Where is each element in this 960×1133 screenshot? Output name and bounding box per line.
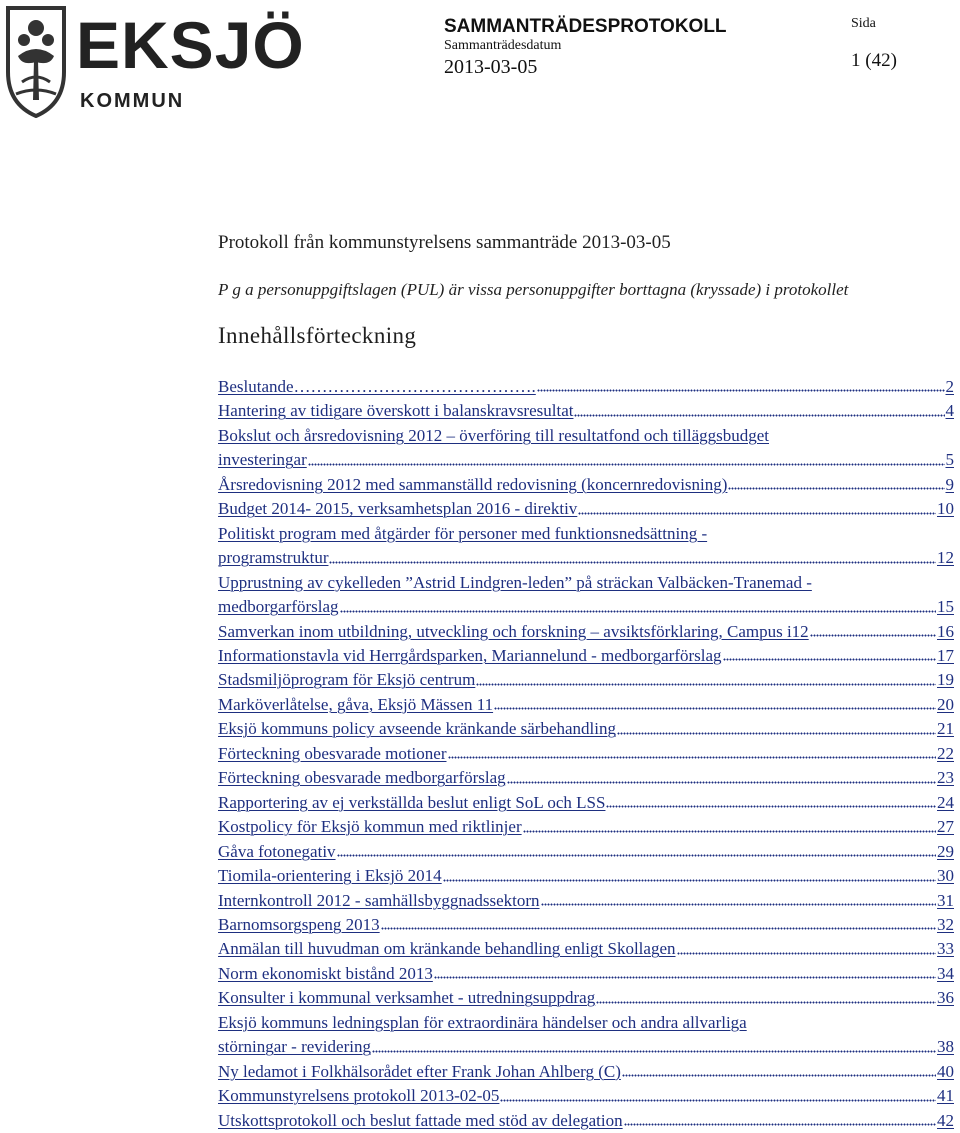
toc-dot-leader: [500, 1099, 936, 1103]
toc-dot-leader: [337, 854, 936, 858]
toc-entry-page[interactable]: 4: [945, 401, 954, 421]
toc-entry[interactable]: [218, 1109, 954, 1133]
toc-dot-leader: [723, 658, 936, 662]
toc-entry[interactable]: [218, 399, 954, 423]
toc-entry-title[interactable]: Marköverlåtelse, gåva, Eksjö Mässen 11: [218, 694, 494, 714]
toc-entry-line: [218, 522, 954, 546]
toc-entry-page[interactable]: 15: [937, 597, 954, 617]
toc-entry-title[interactable]: Upprustning av cykelleden ”Astrid Lindgren-leden” på sträckan Valbäcken-Tranemad -: [218, 572, 812, 592]
eksjo-kommun-logo: [0, 2, 305, 120]
toc-dot-leader: [617, 732, 936, 736]
toc-entry-page[interactable]: 10: [937, 499, 954, 519]
toc-entry-page[interactable]: 38: [937, 1037, 954, 1057]
toc-entry-title[interactable]: Tiomila-orientering i Eksjö 2014: [218, 866, 442, 886]
toc-dot-leader: [624, 1123, 936, 1127]
toc-entry-page[interactable]: 24: [937, 792, 954, 812]
meeting-date-label: Sammanträdesdatum: [444, 38, 562, 53]
toc-dot-leader: [606, 805, 936, 809]
toc-entry[interactable]: [218, 522, 954, 571]
toc-entry[interactable]: [218, 473, 954, 497]
toc-entry-line: [218, 1084, 954, 1108]
toc-dot-leader: [381, 927, 936, 931]
toc-entry-line: [218, 717, 954, 741]
page-label: Sida: [851, 16, 876, 31]
toc-entry-page[interactable]: 27: [937, 817, 954, 837]
toc-entry-line: [218, 864, 954, 888]
toc-entry-page[interactable]: 40: [937, 1061, 954, 1081]
toc-dot-leader: [308, 463, 945, 467]
toc-entry[interactable]: [218, 644, 954, 668]
toc-dot-leader: [810, 634, 936, 638]
toc-entry-title[interactable]: Kostpolicy för Eksjö kommun med riktlinjer: [218, 817, 522, 837]
toc-entry[interactable]: [218, 840, 954, 864]
toc-entry-page[interactable]: 12: [937, 548, 954, 568]
toc-entry-line: [218, 962, 954, 986]
page-number: 1 (42): [851, 50, 897, 71]
toc-entry-title[interactable]: Eksjö kommuns policy avseende kränkande särbehandling: [218, 719, 616, 739]
toc-dot-leader: [507, 781, 936, 785]
toc-dot-leader: [494, 707, 936, 711]
privacy-note: P g a personuppgiftslagen (PUL) är vissa personuppgifter borttagna (kryssade) i protokollet: [218, 280, 849, 299]
toc-entry-title[interactable]: Årsredovisning 2012 med sammanställd redovisning (koncernredovisning): [218, 474, 728, 494]
toc-entry-title[interactable]: Samverkan inom utbildning, utveckling och forskning – avsiktsförklaring, Campus i12: [218, 621, 809, 641]
toc-entry[interactable]: [218, 937, 954, 961]
toc-entry-page[interactable]: 34: [937, 963, 954, 983]
toc-entry-line: [218, 375, 954, 399]
toc-entry[interactable]: [218, 1011, 954, 1060]
toc-dot-leader: [537, 389, 945, 393]
toc-entry-title[interactable]: Beslutande…………………………………….: [218, 377, 536, 396]
toc-entry-title[interactable]: investeringar: [218, 450, 307, 470]
toc-entry-title[interactable]: Förteckning obesvarade medborgarförslag: [218, 768, 506, 788]
toc-dot-leader: [677, 952, 937, 956]
protocol-intro: Protokoll från kommunstyrelsens sammanträde 2013-03-05: [218, 232, 671, 253]
toc-entry[interactable]: [218, 986, 954, 1010]
toc-entry-line: [218, 644, 954, 668]
toc-dot-leader: [523, 830, 936, 834]
toc-entry-line: [218, 766, 954, 790]
toc-entry[interactable]: [218, 424, 954, 473]
logo-wordmark: EKSJÖ: [76, 8, 305, 82]
toc-entry-title[interactable]: medborgarförslag: [218, 597, 339, 617]
toc-entry-page[interactable]: 2: [945, 377, 954, 396]
toc-entry-title[interactable]: Utskottsprotokoll och beslut fattade med stöd av delegation: [218, 1110, 623, 1130]
toc-entry-line: [218, 889, 954, 913]
toc-entry-title[interactable]: Budget 2014- 2015, verksamhetsplan 2016 - direktiv: [218, 499, 578, 519]
table-of-contents: [218, 375, 954, 1133]
toc-dot-leader: [622, 1074, 936, 1078]
toc-entry-title[interactable]: Eksjö kommuns ledningsplan för extraordinära händelser och andra allvarliga: [218, 1012, 747, 1032]
toc-dot-leader: [476, 683, 936, 687]
toc-entry-line: [218, 840, 954, 864]
toc-dot-leader: [372, 1050, 936, 1054]
toc-entry[interactable]: [218, 693, 954, 717]
toc-dot-leader: [541, 903, 936, 907]
toc-entry-title[interactable]: störningar - revidering: [218, 1037, 371, 1057]
logo-subtitle: KOMMUN: [80, 90, 185, 112]
toc-dot-leader: [578, 512, 936, 516]
toc-entry-line: [218, 913, 954, 937]
toc-entry-line: [218, 937, 954, 961]
toc-entry-page[interactable]: 16: [937, 621, 954, 641]
toc-entry-page[interactable]: 21: [937, 719, 954, 739]
toc-entry-page[interactable]: 17: [937, 645, 954, 665]
toc-entry[interactable]: [218, 497, 954, 521]
toc-entry[interactable]: [218, 1084, 954, 1108]
toc-entry-page[interactable]: 32: [937, 914, 954, 934]
toc-entry-page[interactable]: 41: [937, 1086, 954, 1106]
toc-entry-line: [218, 815, 954, 839]
toc-heading: Innehållsförteckning: [218, 323, 417, 348]
toc-entry-line: [218, 571, 954, 595]
toc-entry[interactable]: [218, 889, 954, 913]
toc-entry-title[interactable]: programstruktur: [218, 548, 329, 568]
toc-entry-title[interactable]: Rapportering av ej verkställda beslut enligt SoL och LSS: [218, 792, 606, 812]
coat-of-arms-icon: [2, 2, 70, 118]
toc-dot-leader: [596, 1001, 936, 1005]
toc-entry-page[interactable]: 19: [937, 670, 954, 690]
toc-entry-page[interactable]: 30: [937, 866, 954, 886]
toc-entry-line: [218, 1011, 954, 1035]
toc-entry-page[interactable]: 9: [945, 474, 954, 494]
toc-entry[interactable]: [218, 864, 954, 888]
toc-entry-title[interactable]: Politiskt program med åtgärder för personer med funktionsnedsättning -: [218, 523, 708, 543]
toc-entry-line: [218, 693, 954, 717]
toc-entry-line: [218, 497, 954, 521]
toc-entry-page[interactable]: 36: [937, 988, 954, 1008]
toc-entry[interactable]: [218, 815, 954, 839]
toc-entry-line: [218, 1035, 954, 1059]
toc-dot-leader: [329, 561, 936, 565]
toc-dot-leader: [574, 414, 944, 418]
toc-entry-title[interactable]: Anmälan till huvudman om kränkande behandling enligt Skollagen: [218, 939, 676, 959]
meeting-date: 2013-03-05: [444, 56, 538, 78]
toc-entry-line: [218, 1060, 954, 1084]
toc-dot-leader: [728, 487, 944, 491]
toc-dot-leader: [448, 756, 937, 760]
toc-entry-title[interactable]: Förteckning obesvarade motioner: [218, 743, 447, 763]
toc-entry[interactable]: [218, 717, 954, 741]
toc-entry-title[interactable]: Ny ledamot i Folkhälsorådet efter Frank Johan Ahlberg (C): [218, 1061, 621, 1081]
toc-entry-title[interactable]: Hantering av tidigare överskott i balanskravsresultat: [218, 401, 574, 421]
toc-entry-page[interactable]: 23: [937, 768, 954, 788]
toc-entry-line: [218, 399, 954, 423]
toc-entry-line: [218, 546, 954, 570]
toc-entry[interactable]: [218, 571, 954, 620]
toc-entry[interactable]: [218, 742, 954, 766]
toc-entry-page[interactable]: 33: [937, 939, 954, 959]
toc-entry[interactable]: [218, 962, 954, 986]
toc-entry-line: [218, 791, 954, 815]
toc-entry-line: [218, 473, 954, 497]
toc-dot-leader: [340, 610, 936, 614]
toc-entry-line: [218, 1109, 954, 1133]
toc-entry-title[interactable]: Barnomsorgspeng 2013: [218, 914, 380, 934]
toc-dot-leader: [434, 976, 936, 980]
toc-entry-title[interactable]: Stadsmiljöprogram för Eksjö centrum: [218, 670, 476, 690]
toc-entry-title[interactable]: Kommunstyrelsens protokoll 2013-02-05: [218, 1086, 500, 1106]
toc-entry-page[interactable]: 22: [937, 743, 954, 763]
toc-entry-title[interactable]: Bokslut och årsredovisning 2012 – överföring till resultatfond och tilläggsbudget: [218, 425, 769, 445]
toc-entry[interactable]: [218, 766, 954, 790]
toc-entry-page[interactable]: 29: [937, 841, 954, 861]
toc-entry-title[interactable]: Informationstavla vid Herrgårdsparken, Mariannelund - medborgarförslag: [218, 645, 722, 665]
toc-entry-title[interactable]: Internkontroll 2012 - samhällsbyggnadssektorn: [218, 890, 540, 910]
toc-entry-line: [218, 742, 954, 766]
toc-entry[interactable]: [218, 375, 954, 399]
toc-entry-line: [218, 424, 954, 448]
toc-entry-line: [218, 986, 954, 1010]
toc-entry[interactable]: [218, 620, 954, 644]
toc-entry-page[interactable]: 31: [937, 890, 954, 910]
toc-entry-title[interactable]: Konsulter i kommunal verksamhet - utredningsuppdrag: [218, 988, 596, 1008]
toc-entry-line: [218, 620, 954, 644]
toc-entry-page[interactable]: 42: [937, 1110, 954, 1130]
toc-entry-line: [218, 595, 954, 619]
toc-entry[interactable]: [218, 668, 954, 692]
toc-entry[interactable]: [218, 913, 954, 937]
toc-entry-title[interactable]: Norm ekonomiskt bistånd 2013: [218, 963, 433, 983]
toc-entry-line: [218, 668, 954, 692]
toc-entry-title[interactable]: Gåva fotonegativ: [218, 841, 336, 861]
toc-entry-page[interactable]: 5: [945, 450, 954, 470]
toc-dot-leader: [443, 879, 936, 883]
toc-entry-line: [218, 448, 954, 472]
toc-entry[interactable]: [218, 1060, 954, 1084]
document-type: SAMMANTRÄDESPROTOKOLL: [444, 16, 727, 37]
toc-entry[interactable]: [218, 791, 954, 815]
toc-entry-page[interactable]: 20: [937, 694, 954, 714]
